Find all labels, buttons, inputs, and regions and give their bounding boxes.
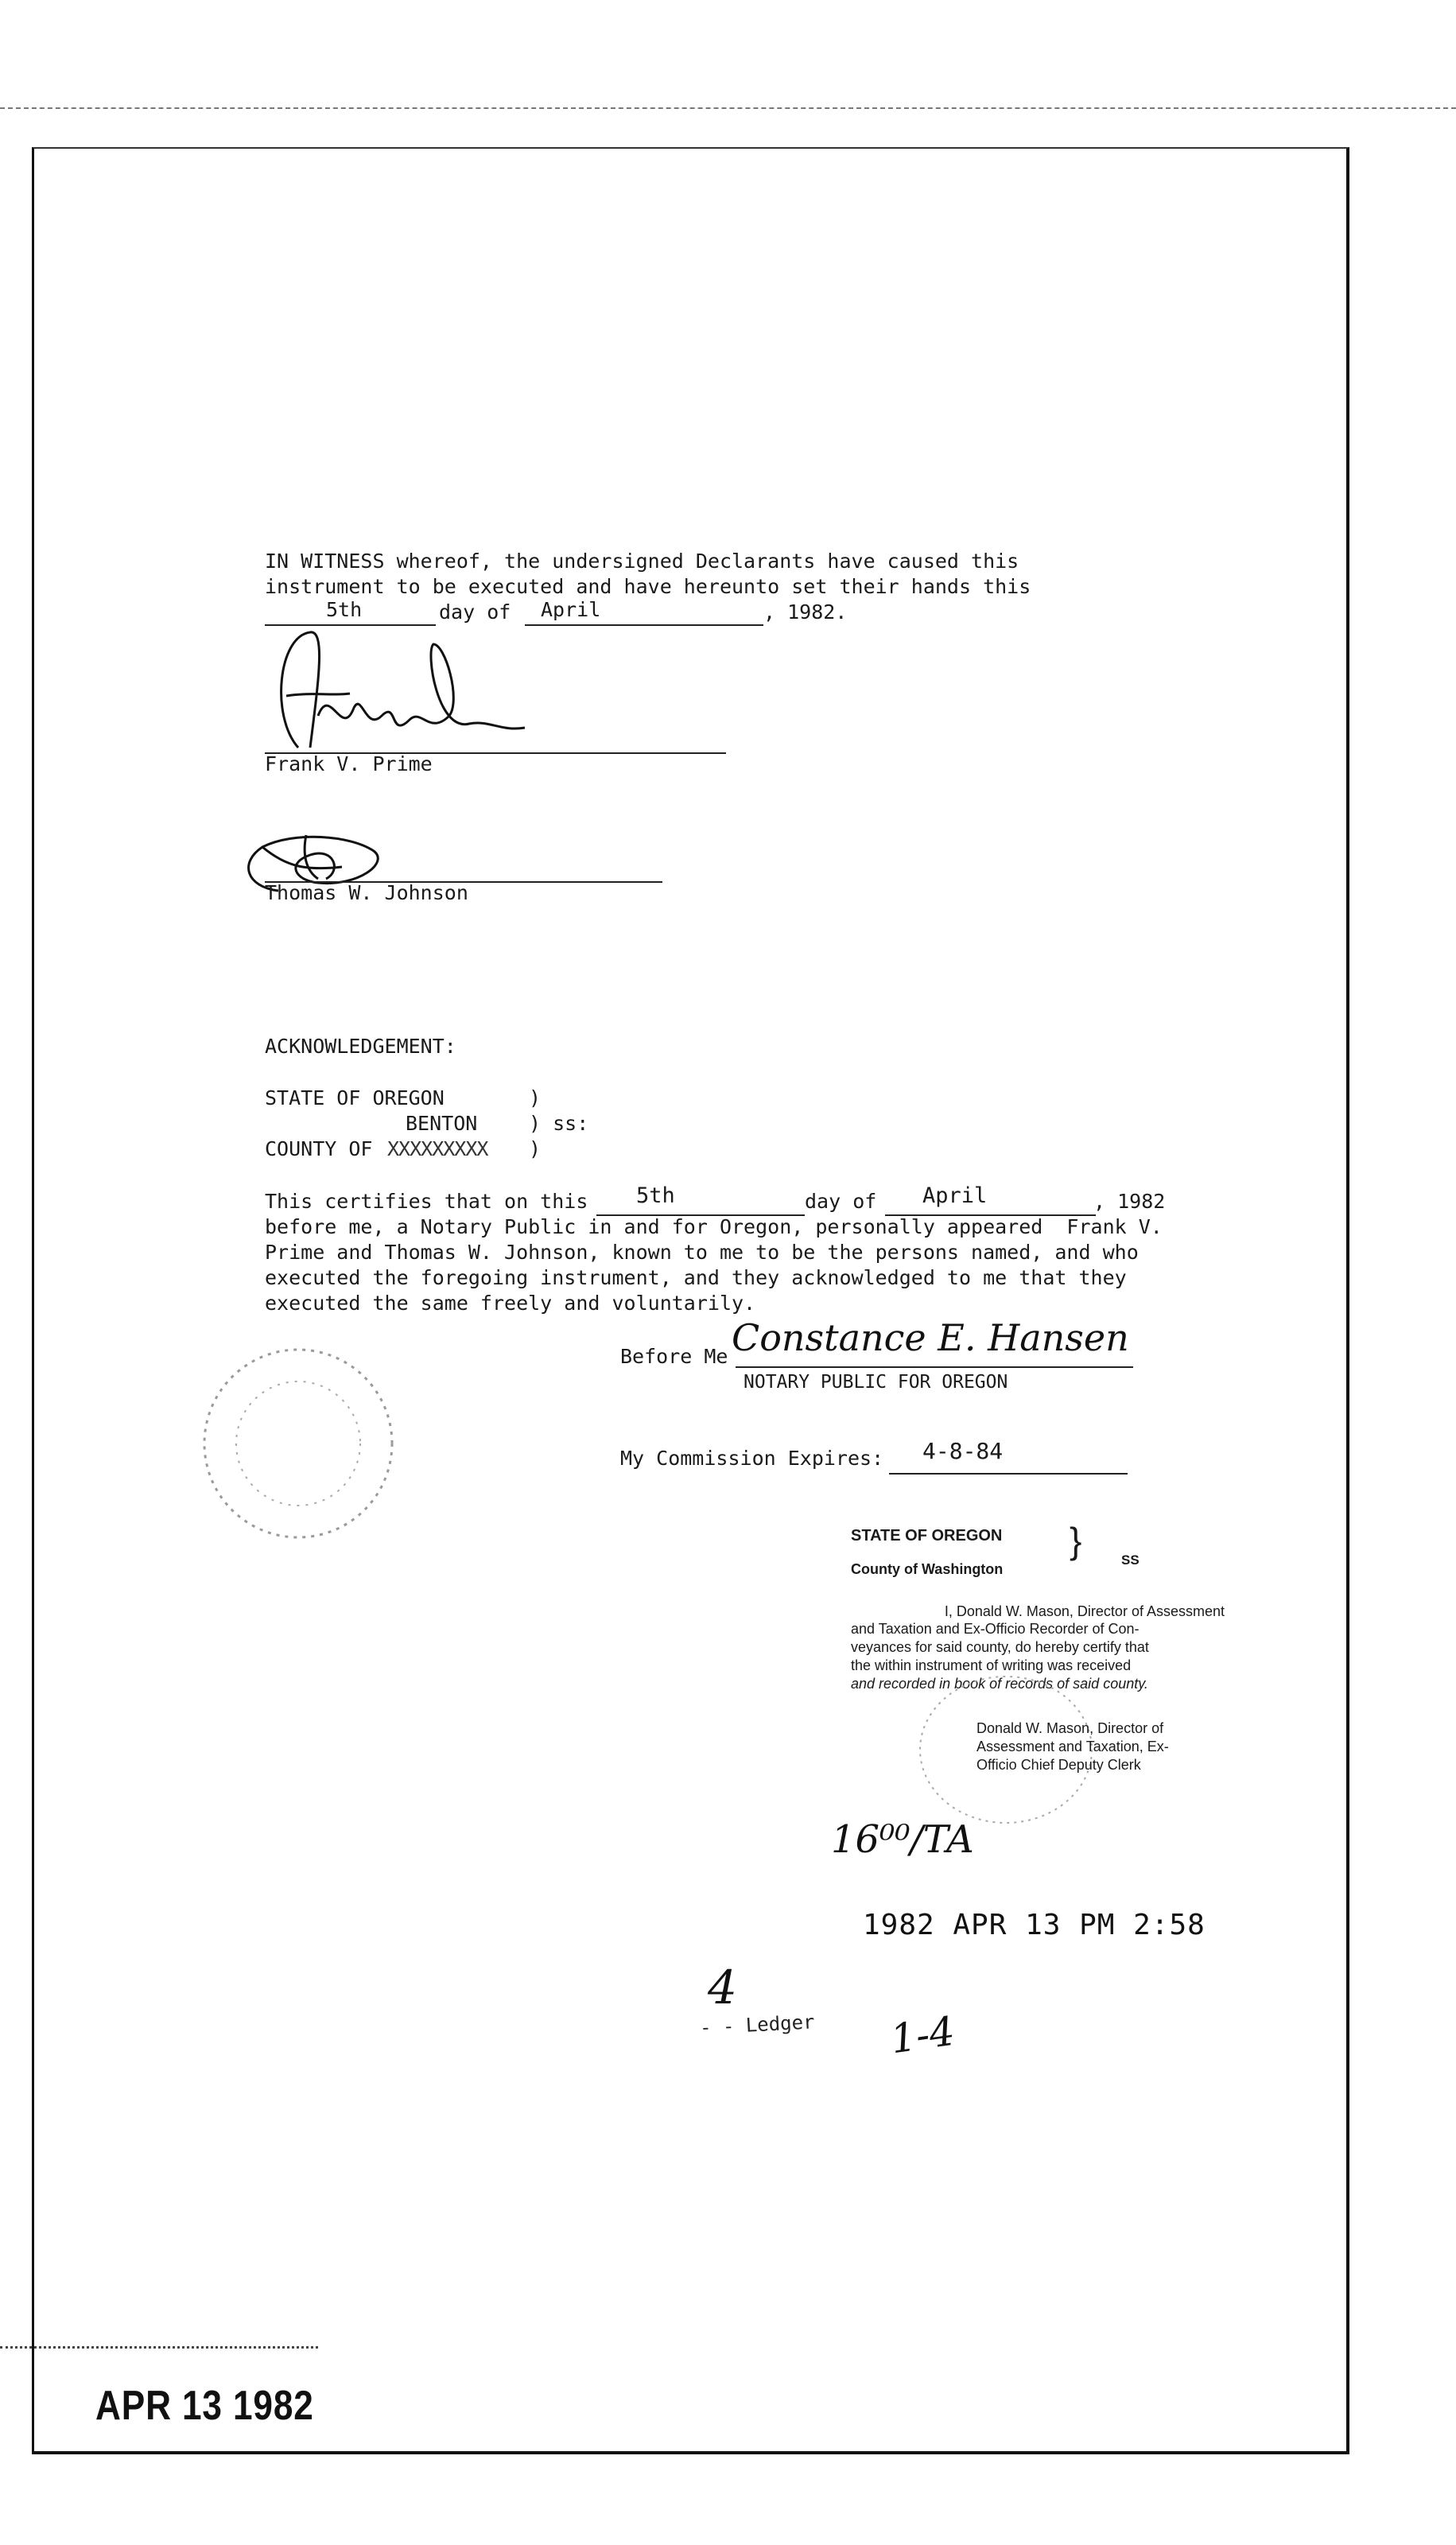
ack-county-struck: XXXXXXXXX <box>387 1137 488 1160</box>
cert-day: 5th <box>636 1183 675 1208</box>
commission-rule <box>889 1473 1128 1475</box>
handwritten-number: 4 <box>708 1960 737 2015</box>
cert-body-3: Prime and Thomas W. Johnson, known to me to be the persons named, and who <box>265 1241 1139 1264</box>
recorder-certify-3: veyances for said county, do hereby certify that <box>851 1639 1149 1655</box>
ack-ss: ) ss: <box>529 1112 589 1135</box>
cert-body-2: before me, a Notary Public in and for Oregon, personally appeared Frank V. <box>265 1215 1163 1238</box>
ledger-partial-text: - - Ledger <box>699 2011 816 2039</box>
before-me-label: Before Me <box>620 1345 728 1368</box>
witness-day: 5th <box>326 598 363 621</box>
ack-paren-open: ) <box>529 1086 542 1109</box>
recording-timestamp: 1982 APR 13 PM 2:58 <box>863 1909 1206 1941</box>
witness-year: , 1982. <box>763 600 848 624</box>
cert-prefix: This certifies that on this <box>265 1190 588 1213</box>
signer-2-name: Thomas W. Johnson <box>265 881 468 904</box>
witness-month: April <box>541 598 601 621</box>
recorder-sig-1: Donald W. Mason, Director of <box>976 1720 1164 1736</box>
commission-date: 4-8-84 <box>922 1438 1004 1464</box>
ack-paren-close: ) <box>529 1137 542 1160</box>
received-date-stamp: APR 13 1982 <box>95 2383 314 2429</box>
recorder-certify-1: I, Donald W. Mason, Director of Assessment <box>944 1603 1225 1619</box>
frank-prime-signature <box>262 620 549 756</box>
recorder-certify-5: and recorded in book of records of said county. <box>851 1676 1148 1692</box>
cert-body-4: executed the foregoing instrument, and they acknowledged to me that they <box>265 1266 1127 1289</box>
recorder-ss: SS <box>1121 1552 1140 1568</box>
cert-body-5: executed the same freely and voluntarily. <box>265 1292 756 1315</box>
witness-month-rule <box>525 624 763 626</box>
commission-label: My Commission Expires: <box>620 1447 884 1470</box>
recorder-certify-4: the within instrument of writing was received <box>851 1657 1132 1673</box>
recorder-sig-2: Assessment and Taxation, Ex- <box>976 1739 1169 1754</box>
fee-annotation: 16⁰⁰/TA <box>831 1817 974 1862</box>
cert-month: April <box>922 1183 988 1208</box>
recorder-state: STATE OF OREGON <box>851 1527 1003 1544</box>
recorder-county: County of Washington <box>851 1561 1004 1577</box>
top-margin-strip <box>0 0 1456 109</box>
notary-title: NOTARY PUBLIC FOR OREGON <box>744 1372 1008 1393</box>
notary-seal <box>191 1336 406 1551</box>
cert-year: , 1982 <box>1093 1190 1166 1213</box>
witness-line-2: instrument to be executed and have hereunto set their hands this <box>265 575 1031 598</box>
notary-rule <box>736 1366 1133 1368</box>
ack-state: STATE OF OREGON <box>265 1086 445 1109</box>
recorder-certify-2: and Taxation and Ex-Officio Recorder of Con- <box>851 1621 1140 1637</box>
recorder-brace: } <box>1070 1520 1082 1561</box>
stamp-divider <box>0 2346 318 2349</box>
signer-1-name: Frank V. Prime <box>265 752 433 775</box>
recorder-sig-3: Officio Chief Deputy Clerk <box>976 1757 1141 1773</box>
ack-heading: ACKNOWLEDGEMENT: <box>265 1035 456 1058</box>
cert-day-of: day of <box>805 1190 877 1213</box>
ack-county-value: BENTON <box>406 1112 478 1135</box>
notary-signature: Constance E. Hansen <box>732 1316 1129 1359</box>
pages-annotation: 1-4 <box>887 2007 958 2063</box>
ack-county-label: COUNTY OF <box>265 1137 373 1160</box>
witness-day-of: day of <box>439 600 511 624</box>
witness-line-1: IN WITNESS whereof, the undersigned Declarants have caused this <box>265 550 1019 573</box>
